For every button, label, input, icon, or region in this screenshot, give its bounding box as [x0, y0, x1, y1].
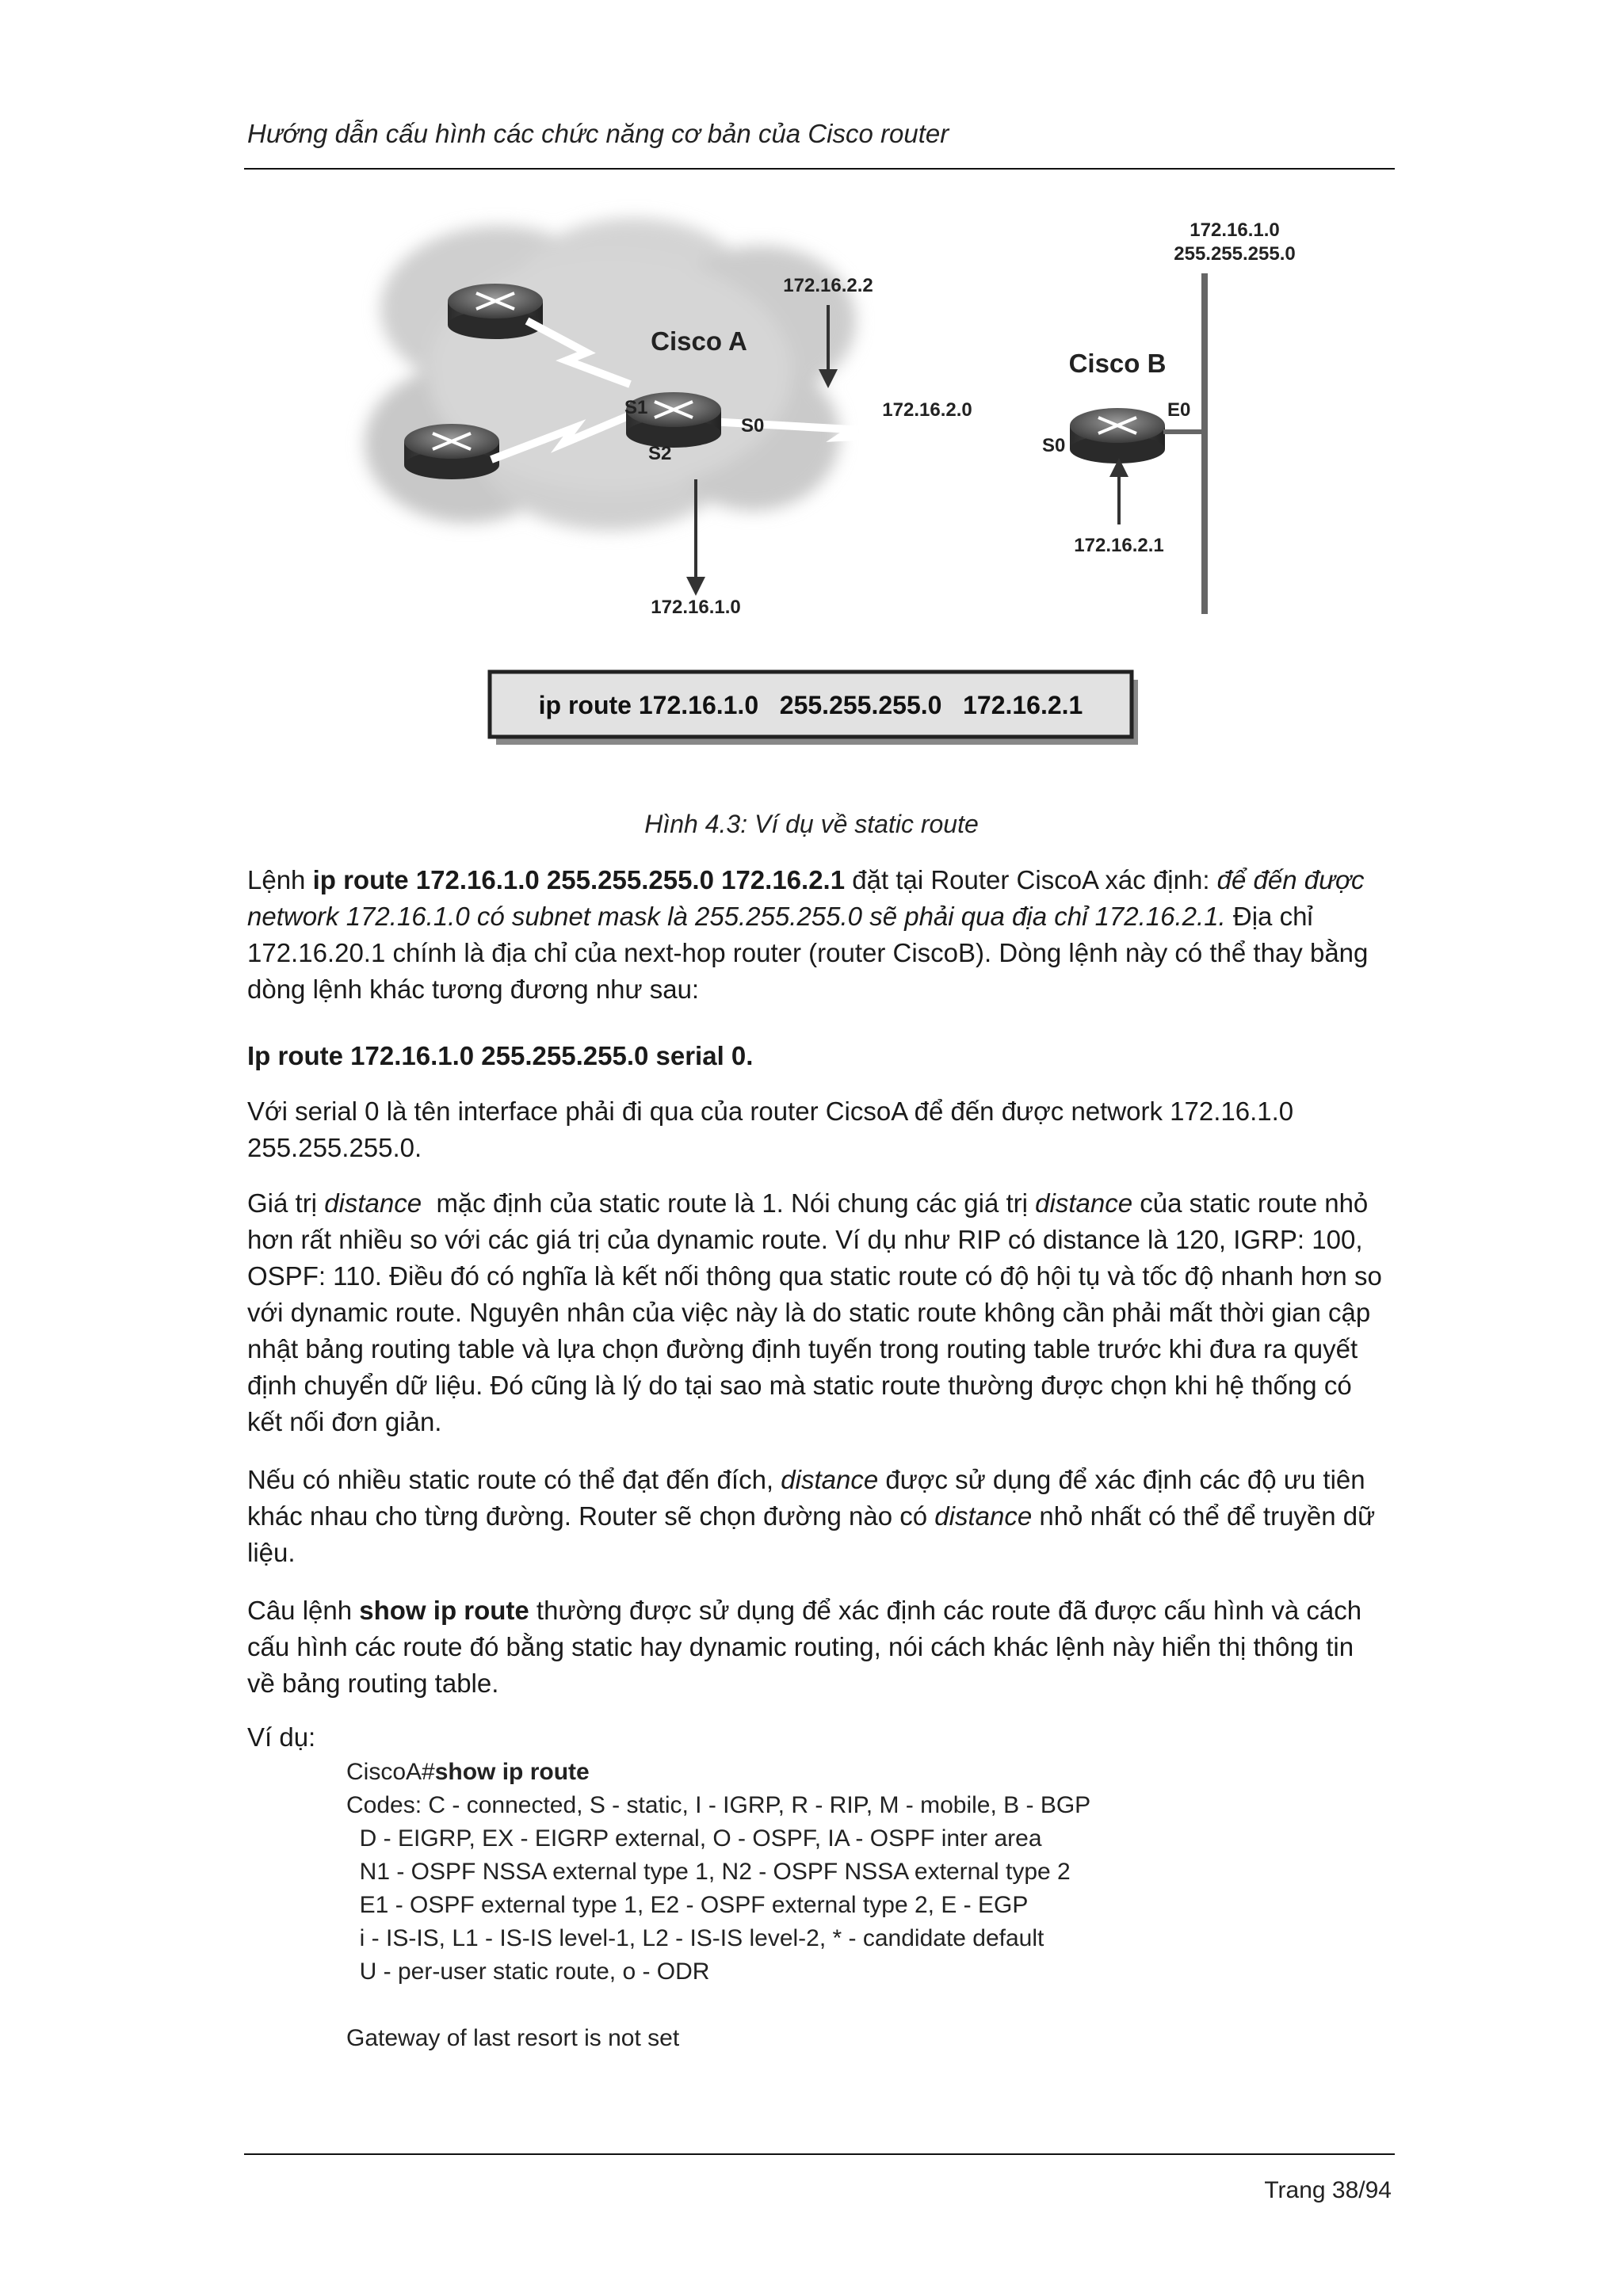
paragraph-equivalent-command	[247, 1038, 1388, 1074]
output-line: Gateway of last resort is not set	[346, 2025, 680, 2051]
command-output	[346, 1756, 1377, 2055]
text: nhỏ nhất có thể để truyền dữ liệu.	[247, 1501, 1376, 1567]
text: thường được sử dụng để xác định các route đã được cấu hình và cách cấu hình các route đó bằng static hay dynamic routing, nói cách khác lệnh này hiển thị thông tin về bảng routing table.	[247, 1596, 1362, 1698]
paragraph-show-ip-route	[247, 1592, 1388, 1702]
paragraph-ip-route	[247, 862, 1388, 1008]
text: Giá trị	[247, 1188, 325, 1218]
label-ip-2-1: 172.16.2.1	[1074, 535, 1164, 556]
output-line: Codes: C - connected, S - static, I - IGRP, R - RIP, M - mobile, B - BGP	[346, 1792, 1091, 1818]
example-label	[247, 1719, 1388, 1756]
text: Với serial 0 là tên interface phải đi qua của router CicsoA để đến được network 172.16.1.0 255.255.255.0.	[247, 1097, 1294, 1162]
page-header-title: Hướng dẫn cấu hình các chức năng cơ bản của Cisco router	[247, 119, 949, 148]
text: Địa chỉ 172.16.20.1 chính là địa chỉ của next-hop router (router CiscoB). Dòng lệnh này có thể thay bằng dòng lệnh khác tương đương như sau:	[247, 902, 1369, 1004]
label-mask-top: 255.255.255.0	[1174, 243, 1296, 265]
output-line: N1 - OSPF NSSA external type 1, N2 - OSPF NSSA external type 2	[346, 1859, 1071, 1885]
output-line: U - per-user static route, o - ODR	[346, 1958, 710, 1985]
emphasis-text: distance	[1035, 1188, 1133, 1218]
router-cisco-b-icon	[1070, 408, 1165, 463]
figure-caption: Hình 4.3: Ví dụ về static route	[644, 810, 979, 838]
blank-line	[346, 1989, 1377, 2022]
output-line: E1 - OSPF external type 1, E2 - OSPF external type 2, E - EGP	[346, 1892, 1029, 1918]
command-text: Ip route 172.16.1.0 255.255.255.0 serial 0.	[247, 1041, 754, 1070]
text: Lệnh	[247, 865, 313, 894]
label-cisco-a: Cisco A	[651, 326, 747, 356]
text: được sử dụng để xác định các độ ưu tiên khác nhau cho từng đường. Router sẽ chọn đường nào có	[247, 1465, 1365, 1531]
label-net-bottom: 172.16.1.0	[651, 597, 741, 618]
page-number: Trang 38/94	[1264, 2177, 1392, 2203]
emphasis-text: distance	[781, 1465, 879, 1494]
paragraph-distance	[247, 1185, 1388, 1440]
text: Nếu có nhiều static route có thể đạt đến đích,	[247, 1465, 781, 1494]
output-line: D - EIGRP, EX - EIGRP external, O - OSPF, IA - OSPF inter area	[346, 1825, 1042, 1852]
text: Câu lệnh	[247, 1596, 360, 1625]
label-s1: S1	[624, 397, 648, 418]
label-s0-a: S0	[741, 415, 765, 437]
emphasis-text: distance	[324, 1188, 422, 1218]
label-cisco-b: Cisco B	[1068, 349, 1167, 378]
prompt-text: CiscoA#	[346, 1759, 435, 1785]
text: mặc định của static route là 1. Nói chung các giá trị	[422, 1188, 1036, 1218]
text: của static route nhỏ hơn rất nhiều so với các giá trị của dynamic route. Ví dụ như RIP có distance là 120, IGRP: 100, OSPF: 110. Điều đó có nghĩa là kết nối thông qua static route có độ hội tụ và tốc độ nhanh hơn so với dynamic route. Nguyên nhân của việc này là do static route không cần phải mất thời gian cập nhật bảng routing table và lựa chọn đường định tuyến trong routing table trước khi đưa ra quyết định chuyển dữ liệu. Đó cũng là lý do tại sao mà static route thường được chọn khi hệ thống có kết nối đơn giản.	[247, 1188, 1382, 1436]
router-icon	[404, 424, 499, 479]
command-box-text: ip route 172.16.1.0 255.255.255.0 172.16.2.1	[538, 691, 1083, 719]
label-ip-2-2: 172.16.2.2	[783, 275, 873, 296]
text: đặt tại Router CiscoA xác định:	[845, 865, 1217, 894]
label-e0: E0	[1167, 399, 1191, 421]
label-net-top: 172.16.1.0	[1190, 219, 1280, 241]
static-route-diagram	[372, 214, 1296, 769]
command-prompt-line	[346, 1756, 1377, 1789]
emphasis-text: distance	[934, 1501, 1033, 1531]
text: Ví dụ:	[247, 1722, 316, 1752]
command-text: show ip route	[434, 1759, 590, 1785]
paragraph-serial	[247, 1093, 1388, 1166]
footer-rule	[244, 2153, 1395, 2155]
emphasis-text: để đến được network 172.16.1.0 có subnet mask là 255.255.255.0 sẽ phải qua địa chỉ 172.16.2.1.	[247, 865, 1365, 931]
command-text: show ip route	[359, 1596, 529, 1625]
router-icon	[448, 284, 543, 339]
output-line: i - IS-IS, L1 - IS-IS level-1, L2 - IS-IS level-2, * - candidate default	[346, 1925, 1044, 1951]
label-s0-b: S0	[1042, 435, 1066, 456]
header-rule	[244, 168, 1395, 170]
paragraph-multiple-routes	[247, 1462, 1388, 1571]
label-net-2-0: 172.16.2.0	[882, 399, 972, 421]
label-s2: S2	[648, 443, 672, 464]
command-text: ip route 172.16.1.0 255.255.255.0 172.16.2.1	[312, 865, 846, 894]
